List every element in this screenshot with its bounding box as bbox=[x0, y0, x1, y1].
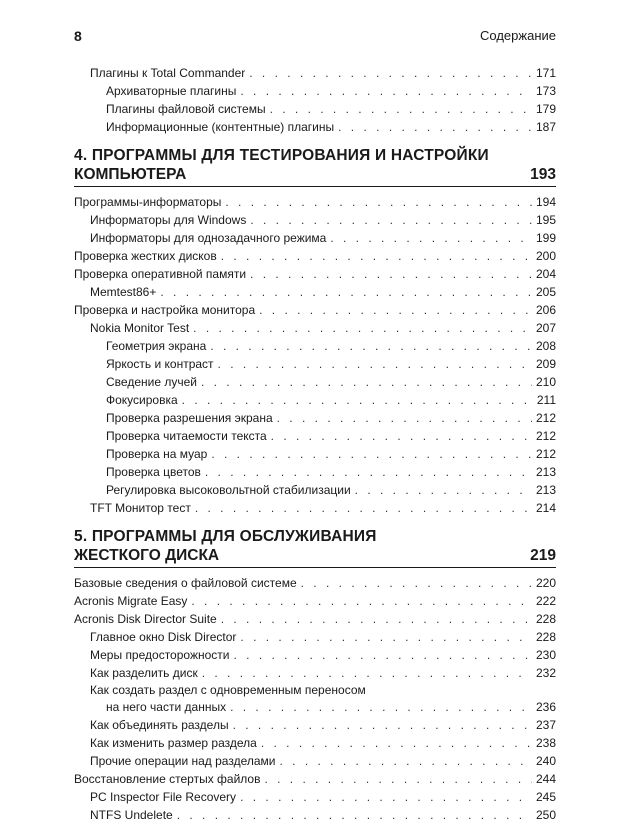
chapter-title-line2: ЖЕСТКОГО ДИСКА bbox=[74, 547, 220, 564]
toc-entry-title: Плагины к Total Commander bbox=[90, 66, 246, 80]
toc-entry-title: Программы-информаторы bbox=[74, 195, 222, 209]
toc-entry[interactable] bbox=[74, 391, 556, 409]
toc-entry-page: 211 bbox=[536, 393, 556, 407]
toc-entry-page: 232 bbox=[535, 666, 556, 680]
toc-entry[interactable] bbox=[74, 265, 556, 283]
toc-entry[interactable] bbox=[74, 100, 556, 118]
dot-leader bbox=[271, 427, 532, 445]
toc-entry-title: Информаторы для Windows bbox=[90, 213, 247, 227]
toc-entry[interactable] bbox=[74, 118, 556, 136]
toc-entry[interactable] bbox=[74, 82, 556, 100]
toc-entry-title: NTFS Undelete bbox=[90, 808, 173, 822]
toc-entry-title: Информационные (контентные) плагины bbox=[106, 120, 335, 134]
toc-entry[interactable] bbox=[74, 463, 556, 481]
dot-leader bbox=[250, 211, 532, 229]
toc-entry-title: Проверка жестких дисков bbox=[74, 249, 217, 263]
toc-entry[interactable] bbox=[74, 788, 556, 806]
dot-leader bbox=[202, 664, 532, 682]
dot-leader bbox=[211, 445, 532, 463]
toc-entry-title-cont: на него части данных bbox=[106, 700, 227, 714]
toc-entry[interactable] bbox=[74, 752, 556, 770]
dot-leader bbox=[355, 481, 532, 499]
dot-leader bbox=[264, 770, 532, 788]
toc-entry-title: Проверка и настройка монитора bbox=[74, 303, 256, 317]
dot-leader bbox=[240, 788, 532, 806]
toc-entry[interactable] bbox=[74, 646, 556, 664]
toc-entry-page: 240 bbox=[535, 754, 556, 768]
toc-entry-title: Проверка цветов bbox=[106, 465, 201, 479]
dot-leader bbox=[330, 229, 532, 247]
toc-entry-title: Архиваторные плагины bbox=[106, 84, 237, 98]
toc-entry[interactable] bbox=[74, 499, 556, 517]
toc-entry-title: Acronis Migrate Easy bbox=[74, 594, 188, 608]
dot-leader bbox=[221, 610, 532, 628]
dot-leader bbox=[205, 463, 532, 481]
table-of-contents bbox=[74, 64, 556, 824]
toc-entry-page: 210 bbox=[535, 375, 556, 389]
chapter-title-line1: 5. ПРОГРАММЫ ДЛЯ ОБСЛУЖИВАНИЯ bbox=[74, 528, 377, 545]
toc-entry-title: Плагины файловой системы bbox=[106, 102, 266, 116]
toc-entry-page: 204 bbox=[535, 267, 556, 281]
toc-entry-page: 213 bbox=[535, 465, 556, 479]
chapter-heading bbox=[74, 146, 556, 187]
toc-entry-title: Главное окно Disk Director bbox=[90, 630, 237, 644]
chapter-title-line2: КОМПЬЮТЕРА bbox=[74, 166, 187, 183]
dot-leader bbox=[240, 82, 532, 100]
toc-entry-title: Как создать раздел с одновременным переносом bbox=[90, 683, 366, 697]
dot-leader bbox=[261, 734, 532, 752]
toc-entry-title: Прочие операции над разделами bbox=[90, 754, 276, 768]
chapter-heading bbox=[74, 527, 556, 568]
toc-entry-title: Яркость и контраст bbox=[106, 357, 214, 371]
toc-entry-title: Проверка оперативной памяти bbox=[74, 267, 247, 281]
dot-leader bbox=[182, 391, 533, 409]
dot-leader bbox=[338, 118, 532, 136]
toc-entry[interactable] bbox=[74, 373, 556, 391]
toc-entry[interactable] bbox=[74, 592, 556, 610]
toc-entry-page: 171 bbox=[535, 66, 556, 80]
toc-entry-title: Проверка читаемости текста bbox=[106, 429, 267, 443]
dot-leader bbox=[160, 283, 532, 301]
toc-entry-page: 212 bbox=[535, 429, 556, 443]
toc-entry-page: 173 bbox=[535, 84, 556, 98]
toc-entry-page: 245 bbox=[535, 790, 556, 804]
dot-leader bbox=[233, 716, 532, 734]
toc-entry-title: Фокусировка bbox=[106, 393, 178, 407]
toc-entry[interactable] bbox=[74, 682, 556, 716]
toc-entry-page: 220 bbox=[535, 576, 556, 590]
toc-entry-title: Геометрия экрана bbox=[106, 339, 207, 353]
dot-leader bbox=[177, 806, 532, 824]
toc-entry[interactable] bbox=[74, 628, 556, 646]
toc-entry-page: 209 bbox=[535, 357, 556, 371]
chapter-page: 193 bbox=[530, 166, 556, 183]
toc-entry-page: 194 bbox=[535, 195, 556, 209]
toc-entry-page: 208 bbox=[535, 339, 556, 353]
toc-entry-page: 200 bbox=[535, 249, 556, 263]
toc-entry-page: 212 bbox=[535, 411, 556, 425]
toc-entry-page: 214 bbox=[535, 501, 556, 515]
toc-entry[interactable] bbox=[74, 247, 556, 265]
toc-entry-title: Информаторы для однозадачного режима bbox=[90, 231, 327, 245]
toc-entry[interactable] bbox=[74, 427, 556, 445]
toc-entry[interactable] bbox=[74, 734, 556, 752]
toc-entry-page: 207 bbox=[535, 321, 556, 335]
toc-entry-page: 222 bbox=[535, 594, 556, 608]
toc-entry[interactable] bbox=[74, 481, 556, 499]
toc-entry[interactable] bbox=[74, 664, 556, 682]
toc-entry-title: Как объединять разделы bbox=[90, 718, 229, 732]
toc-entry-page: 205 bbox=[535, 285, 556, 299]
toc-entry[interactable] bbox=[74, 716, 556, 734]
toc-entry-page: 199 bbox=[535, 231, 556, 245]
toc-entry[interactable] bbox=[74, 445, 556, 463]
toc-entry[interactable] bbox=[74, 337, 556, 355]
toc-entry-title: Проверка разрешения экрана bbox=[106, 411, 273, 425]
toc-entry[interactable] bbox=[74, 193, 556, 211]
toc-entry[interactable] bbox=[74, 64, 556, 82]
dot-leader bbox=[250, 265, 532, 283]
toc-entry-page: 212 bbox=[535, 447, 556, 461]
toc-entry[interactable] bbox=[74, 409, 556, 427]
toc-entry[interactable] bbox=[74, 355, 556, 373]
toc-entry-title: PC Inspector File Recovery bbox=[90, 790, 237, 804]
toc-entry[interactable] bbox=[74, 229, 556, 247]
toc-entry-page: 213 bbox=[535, 483, 556, 497]
toc-entry-page: 230 bbox=[535, 648, 556, 662]
toc-entry[interactable] bbox=[74, 283, 556, 301]
dot-leader bbox=[218, 355, 532, 373]
dot-leader bbox=[249, 64, 532, 82]
toc-entry-title: TFT Монитор тест bbox=[90, 501, 191, 515]
toc-entry[interactable] bbox=[74, 301, 556, 319]
toc-entry-page: 228 bbox=[535, 612, 556, 626]
toc-entry-page: 237 bbox=[535, 718, 556, 732]
toc-entry-title: Регулировка высоковольтной стабилизации bbox=[106, 483, 351, 497]
dot-leader bbox=[195, 499, 532, 517]
toc-entry-page: 179 bbox=[535, 102, 556, 116]
chapter-title-line1: 4. ПРОГРАММЫ ДЛЯ ТЕСТИРОВАНИЯ И НАСТРОЙКИ bbox=[74, 147, 489, 164]
toc-entry[interactable] bbox=[74, 770, 556, 788]
toc-entry-page: 206 bbox=[535, 303, 556, 317]
toc-entry[interactable] bbox=[74, 211, 556, 229]
dot-leader bbox=[225, 193, 532, 211]
page-number: 8 bbox=[74, 28, 82, 44]
toc-entry-title: Проверка на муар bbox=[106, 447, 208, 461]
toc-entry[interactable] bbox=[74, 806, 556, 824]
toc-entry-title: Как разделить диск bbox=[90, 666, 198, 680]
toc-entry-title: Как изменить размер раздела bbox=[90, 736, 257, 750]
toc-entry[interactable] bbox=[74, 610, 556, 628]
toc-entry-title: Nokia Monitor Test bbox=[90, 321, 190, 335]
toc-entry-page: 238 bbox=[535, 736, 556, 750]
toc-entry-page: 228 bbox=[535, 630, 556, 644]
toc-entry-title: Acronis Disk Director Suite bbox=[74, 612, 217, 626]
toc-entry-title: Базовые сведения о файловой системе bbox=[74, 576, 297, 590]
dot-leader bbox=[230, 699, 532, 716]
dot-leader bbox=[233, 646, 531, 664]
toc-entry-page: 236 bbox=[535, 700, 556, 714]
running-head: Содержание bbox=[480, 28, 556, 43]
dot-leader bbox=[279, 752, 531, 770]
toc-entry[interactable] bbox=[74, 574, 556, 592]
dot-leader bbox=[259, 301, 532, 319]
toc-entry-page: 244 bbox=[535, 772, 556, 786]
toc-entry-page: 195 bbox=[535, 213, 556, 227]
dot-leader bbox=[301, 574, 532, 592]
page-header bbox=[74, 28, 556, 46]
chapter-page: 219 bbox=[530, 547, 556, 564]
dot-leader bbox=[193, 319, 532, 337]
dot-leader bbox=[240, 628, 532, 646]
dot-leader bbox=[210, 337, 532, 355]
toc-entry-page: 250 bbox=[535, 808, 556, 822]
toc-entry-title: Восстановление стертых файлов bbox=[74, 772, 261, 786]
dot-leader bbox=[270, 100, 532, 118]
dot-leader bbox=[221, 247, 532, 265]
toc-entry[interactable] bbox=[74, 319, 556, 337]
toc-entry-title: Меры предосторожности bbox=[90, 648, 230, 662]
toc-entry-title: Сведение лучей bbox=[106, 375, 197, 389]
dot-leader bbox=[277, 409, 532, 427]
toc-entry-page: 187 bbox=[535, 120, 556, 134]
dot-leader bbox=[201, 373, 532, 391]
dot-leader bbox=[191, 592, 532, 610]
toc-entry-title: Memtest86+ bbox=[90, 285, 157, 299]
